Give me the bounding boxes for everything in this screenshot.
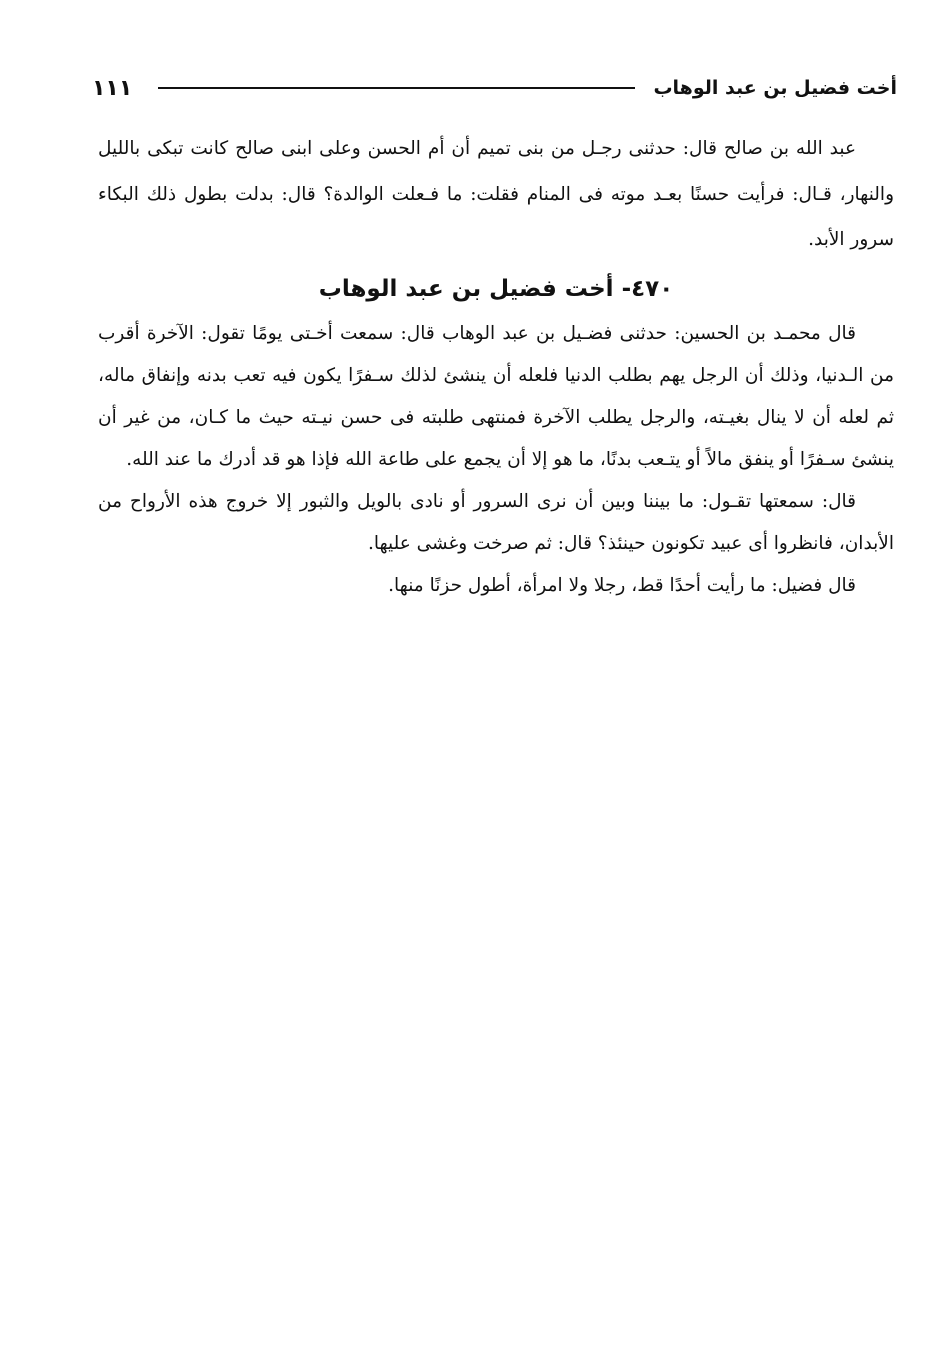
body-text xyxy=(98,126,894,607)
running-header xyxy=(92,68,897,108)
section-paragraph-1: قال محمـد بن الحسين: حدثنى فضـيل بن عبد الوهاب قال: سمعت أخـتى يومًا تقول: الآخرة أقرب من الـدنيا، وذلك أن الرجل يهم بطلب الدنيا فلعله أن ينشئ لذلك سـفرًا يكون فيه تعب بدنه وإنفاق ماله، ثم لعله أن لا ينال بغيـته، والرجل يطلب الآخرة فمنتهى طلبته فى حسن نيـته حيث ما كـان، من غير أن ينشئ سـفرًا أو ينفق مالاً أو يتـعب بدنًا، ما هو إلا أن يجمع على طاعة الله فإذا هو قد أدرك ما عند الله. xyxy=(98,322,894,470)
section-paragraph-3: قال فضيل: ما رأيت أحدًا قط، رجلا ولا امرأة، أطول حزنًا منها. xyxy=(388,574,856,596)
header-rule xyxy=(158,87,635,89)
page-number: ١١١ xyxy=(92,75,133,101)
section-heading: ٤٧٠- أخت فضيل بن عبد الوهاب xyxy=(318,275,674,302)
running-title: أخت فضيل بن عبد الوهاب xyxy=(653,77,897,99)
paragraph-continuation: عبد الله بن صالح قال: حدثنى رجـل من بنى تميم أن أم الحسن وعلى ابنى صالح كانت تبكى بالليل والنهار، قـال: فرأيت حسنًا بعـد موته فى المنام فقلت: ما فـعلت الوالدة؟ قال: بدلت بطول ذلك البكاء سرور الأبد. xyxy=(98,138,894,250)
section-paragraph-2: قال: سمعتها تقـول: ما بيننا وبين أن نرى السرور أو نادى بالويل والثبور إلا خروج هذه الأرواح من الأبدان، فانظروا أى عبيد تكونون حينئذ؟ قال: ثم صرخت وغشى عليها. xyxy=(98,490,894,554)
